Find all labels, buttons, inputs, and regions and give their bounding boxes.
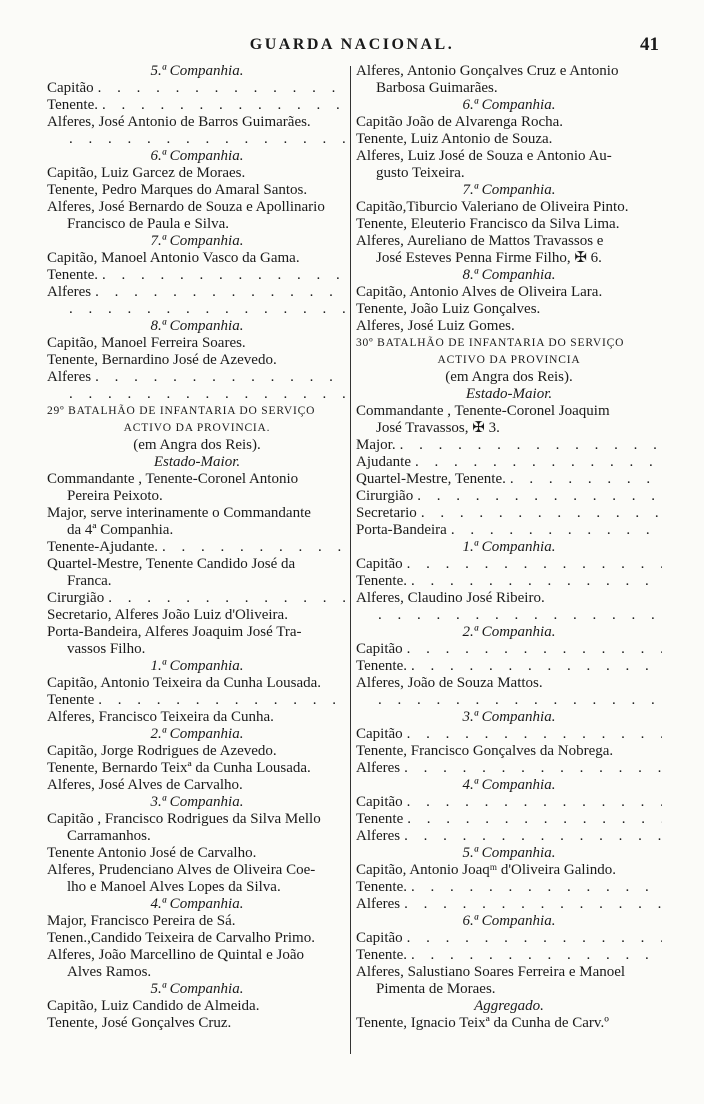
roster-line [356, 794, 662, 811]
roster-line: Capitão, Manoel Ferreira Soares. [47, 335, 246, 351]
company-heading: Estado-Maior. [153, 454, 241, 470]
roster-line [356, 930, 662, 947]
roster-line: Alferes, José Alves de Carvalho. [47, 777, 243, 793]
roster-line: Major, Francisco Pereira de Sá. [47, 913, 236, 929]
roster-line: Commandante , Tenente-Coronel Antonio [47, 471, 299, 487]
roster-line [47, 692, 347, 709]
rank-label: Cirurgião [356, 488, 414, 504]
rank-label: Porta-Bandeira [356, 522, 447, 538]
dotted-leader [65, 301, 347, 318]
company-heading: 4.ª Companhia. [462, 777, 556, 793]
running-header: GUARDA NACIONAL. [249, 36, 455, 53]
dotted-leader [413, 488, 662, 505]
company-heading: 5.ª Companhia. [462, 845, 556, 861]
rank-label: Alferes [356, 760, 401, 776]
roster-line: Alferes, Aureliano de Mattos Travassos e [356, 233, 604, 249]
roster-line [356, 879, 662, 896]
dotted-leader [356, 607, 662, 624]
battalion-heading: 30º BATALHÃO DE INFANTARIA DO SERVIÇO [356, 337, 625, 349]
roster-line [356, 641, 662, 658]
roster-line: lho e Manoel Alves Lopes da Silva. [67, 879, 281, 895]
dotted-leader [91, 284, 347, 301]
roster-line [356, 556, 662, 573]
company-heading: Estado-Maior. [465, 386, 553, 402]
rank-label: Capitão [356, 930, 403, 946]
rank-label: Capitão [356, 726, 403, 742]
roster-line: Secretario, Alferes João Luiz d'Oliveira. [47, 607, 288, 623]
dotted-leader [396, 437, 662, 454]
dotted-leader [411, 454, 662, 471]
dotted-leader [403, 811, 662, 828]
roster-line: Alferes, Luiz José de Souza e Antonio Au- [356, 148, 612, 164]
roster-line [356, 828, 662, 845]
roster-line: gusto Teixeira. [376, 165, 465, 181]
dotted-leader [98, 97, 347, 114]
roster-line [47, 539, 347, 556]
battalion-heading: ACTIVO DA PROVINCIA [437, 354, 581, 366]
roster-line [356, 454, 662, 471]
left-column [47, 63, 347, 1032]
roster-line: Tenente, José Gonçalves Cruz. [47, 1015, 232, 1031]
dotted-leader [356, 692, 662, 709]
roster-line: Alferes, Prudenciano Alves de Oliveira Coe- [47, 862, 316, 878]
roster-line: Alferes, Claudino José Ribeiro. [356, 590, 545, 606]
roster-line [356, 760, 662, 777]
roster-line [47, 97, 347, 114]
roster-line: Alferes, José Antonio de Barros Guimarães. [47, 114, 311, 130]
roster-line: vassos Filho. [67, 641, 146, 657]
roster-line [47, 590, 347, 607]
roster-line: Francisco de Paula e Silva. [67, 216, 230, 232]
roster-line: Commandante , Tenente-Coronel Joaquim [356, 403, 610, 419]
roster-line [356, 811, 662, 828]
roster-line [356, 947, 662, 964]
roster-line [356, 471, 662, 488]
roster-line: Alferes, João de Souza Mattos. [356, 675, 543, 691]
roster-line: Alferes, Salustiano Soares Ferreira e Manoel [356, 964, 626, 980]
rank-label: Tenente [356, 811, 404, 827]
dotted-leader [403, 726, 662, 743]
dotted-leader [403, 641, 662, 658]
roster-line: Barbosa Guimarães. [376, 80, 498, 96]
roster-line: Tenente, Pedro Marques do Amaral Santos. [47, 182, 308, 198]
dotted-leader [447, 522, 662, 539]
right-column [356, 63, 662, 1032]
dotted-leader [47, 386, 347, 403]
roster-line: Franca. [67, 573, 112, 589]
roster-line: Alferes, Antonio Gonçalves Cruz e Antonio [356, 63, 619, 79]
rank-label: Capitão [356, 794, 403, 810]
roster-line: Tenente, Eleuterio Francisco da Silva Lima. [356, 216, 620, 232]
company-heading: 8.ª Companhia. [150, 318, 244, 334]
roster-line: Major, serve interinamente o Commandante [47, 505, 311, 521]
company-heading: 2.ª Companhia. [150, 726, 244, 742]
rank-label: Alferes [356, 896, 401, 912]
roster-line: Carramanhos. [67, 828, 151, 844]
roster-line: Capitão, Manoel Antonio Vasco da Gama. [47, 250, 300, 266]
rank-label: Alferes [47, 284, 92, 300]
roster-line [47, 284, 347, 301]
roster-line [47, 80, 347, 97]
roster-line [356, 658, 662, 675]
rank-label: Capitão [356, 641, 403, 657]
rank-label: Tenente. [47, 97, 99, 113]
dotted-leader [374, 607, 662, 624]
roster-line: Alferes, José Bernardo de Souza e Apollinario [47, 199, 325, 215]
dotted-leader [400, 828, 662, 845]
company-heading: 5.ª Companhia. [150, 981, 244, 997]
roster-line: Capitão , Francisco Rodrigues da Silva Mello [47, 811, 321, 827]
dotted-leader [91, 369, 347, 386]
rank-label: Tenente. [356, 573, 408, 589]
dotted-leader [47, 131, 347, 148]
roster-line [356, 573, 662, 590]
rank-label: Tenente. [356, 879, 408, 895]
roster-line: Tenente, Luiz Antonio de Souza. [356, 131, 553, 147]
company-heading: 6.ª Companhia. [462, 97, 556, 113]
company-heading: 6.ª Companhia. [462, 913, 556, 929]
roster-line [356, 505, 662, 522]
rank-label: Capitão [356, 556, 403, 572]
roster-line: (em Angra dos Reis). [133, 437, 261, 453]
dotted-leader [403, 556, 662, 573]
company-heading: 1.ª Companhia. [150, 658, 244, 674]
company-heading: 4.ª Companhia. [150, 896, 244, 912]
roster-line: Tenente, Ignacio Teixª da Cunha de Carv.º [356, 1015, 609, 1031]
roster-line: Capitão, Antonio Joaqᵐ d'Oliveira Galindo. [356, 862, 616, 878]
rank-label: Capitão [47, 80, 94, 96]
roster-line: Pimenta de Moraes. [376, 981, 496, 997]
dotted-leader [400, 896, 662, 913]
roster-line [356, 896, 662, 913]
roster-line: Porta-Bandeira, Alferes Joaquim José Tra- [47, 624, 302, 640]
roster-line: Pereira Peixoto. [67, 488, 163, 504]
dotted-leader [506, 471, 662, 488]
roster-line: (em Angra dos Reis). [445, 369, 573, 385]
roster-line: Tenente Antonio José de Carvalho. [47, 845, 257, 861]
roster-line: Tenente, Francisco Gonçalves da Nobrega. [356, 743, 614, 759]
roster-line: Quartel-Mestre, Tenente Candido José da [47, 556, 296, 572]
battalion-heading: ACTIVO DA PROVINCIA. [123, 422, 271, 434]
dotted-leader [407, 879, 662, 896]
dotted-leader [407, 658, 662, 675]
dotted-leader [65, 131, 347, 148]
roster-line [356, 726, 662, 743]
company-heading: 8.ª Companhia. [462, 267, 556, 283]
dotted-leader [417, 505, 662, 522]
dotted-leader [407, 573, 662, 590]
roster-line [356, 488, 662, 505]
roster-line: Alferes, José Luiz Gomes. [356, 318, 515, 334]
company-heading: 7.ª Companhia. [150, 233, 244, 249]
dotted-leader [158, 539, 347, 556]
roster-line: Capitão João de Alvarenga Rocha. [356, 114, 564, 130]
dotted-leader [403, 794, 662, 811]
rank-label: Cirurgião [47, 590, 105, 606]
rank-label: Tenente. [356, 947, 408, 963]
roster-line: Alferes, João Marcellino de Quintal e João [47, 947, 304, 963]
roster-line: Alves Ramos. [67, 964, 152, 980]
roster-line: Tenente, Bernardo Teixª da Cunha Lousada. [47, 760, 311, 776]
roster-line: Alferes, Francisco Teixeira da Cunha. [47, 709, 274, 725]
roster-line: Capitão, Antonio Teixeira da Cunha Lousada. [47, 675, 322, 691]
roster-line [356, 522, 662, 539]
company-heading: 7.ª Companhia. [462, 182, 556, 198]
company-heading: Aggregado. [474, 998, 544, 1014]
roster-line: José Travassos, ✠ 3. [376, 420, 500, 436]
dotted-leader [98, 267, 347, 284]
roster-line: Tenente, Bernardino José de Azevedo. [47, 352, 277, 368]
dotted-leader [94, 80, 347, 97]
roster-line: José Esteves Penna Firme Filho, ✠ 6. [376, 250, 602, 266]
roster-line: Tenen.,Candido Teixeira de Carvalho Primo. [47, 930, 315, 946]
roster-line: Capitão, Luiz Candido de Almeida. [47, 998, 260, 1014]
dotted-leader [47, 301, 347, 318]
roster-line: da 4ª Companhia. [67, 522, 174, 538]
company-heading: 5.ª Companhia. [150, 63, 244, 79]
roster-line: Capitão,Tiburcio Valeriano de Oliveira Pinto. [356, 199, 629, 215]
rank-label: Alferes [47, 369, 92, 385]
rank-label: Ajudante [356, 454, 411, 470]
rank-label: Secretario [356, 505, 417, 521]
dotted-leader [403, 930, 662, 947]
rank-label: Tenente-Ajudante. [47, 539, 158, 555]
rank-label: Tenente. [47, 267, 99, 283]
company-heading: 3.ª Companhia. [462, 709, 556, 725]
dotted-leader [104, 590, 347, 607]
dotted-leader [65, 386, 347, 403]
roster-line: Tenente, João Luiz Gonçalves. [356, 301, 541, 317]
company-heading: 3.ª Companhia. [150, 794, 244, 810]
rank-label: Tenente [47, 692, 95, 708]
column-divider [350, 66, 351, 1054]
battalion-heading: 29º BATALHÃO DE INFANTARIA DO SERVIÇO [47, 405, 316, 417]
roster-line: Capitão, Antonio Alves de Oliveira Lara. [356, 284, 603, 300]
page-number: 41 [640, 34, 659, 55]
roster-line [47, 369, 347, 386]
roster-line [47, 267, 347, 284]
dotted-leader [400, 760, 662, 777]
roster-line: Capitão, Luiz Garcez de Moraes. [47, 165, 246, 181]
dotted-leader [374, 692, 662, 709]
dotted-leader [407, 947, 662, 964]
rank-label: Major. [356, 437, 396, 453]
company-heading: 6.ª Companhia. [150, 148, 244, 164]
roster-line [356, 437, 662, 454]
dotted-leader [94, 692, 347, 709]
rank-label: Tenente. [356, 658, 408, 674]
rank-label: Alferes [356, 828, 401, 844]
rank-label: Quartel-Mestre, Tenente. [356, 471, 506, 487]
roster-line: Capitão, Jorge Rodrigues de Azevedo. [47, 743, 277, 759]
company-heading: 2.ª Companhia. [462, 624, 556, 640]
company-heading: 1.ª Companhia. [462, 539, 556, 555]
